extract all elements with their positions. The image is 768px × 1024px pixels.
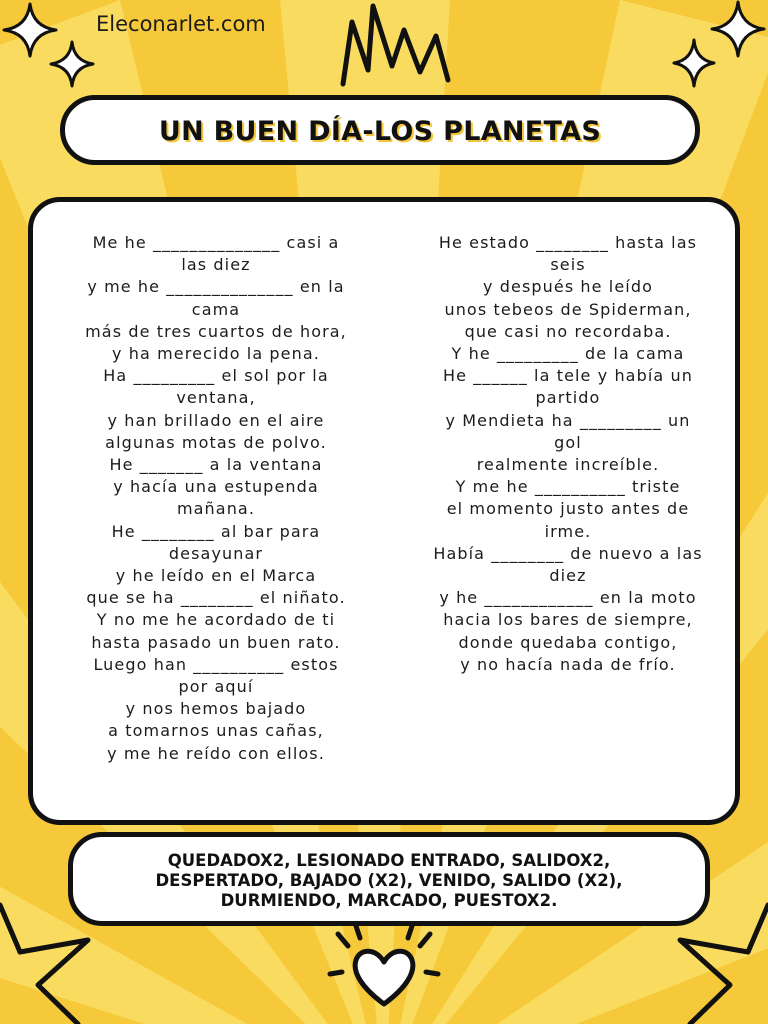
lyric-line: y nos hemos bajado: [125, 699, 307, 719]
lyric-line: cama: [191, 299, 241, 319]
lyrics-right-column: [403, 232, 733, 676]
lyric-line: unos tebeos de Spiderman,: [444, 299, 692, 319]
lyric-line: las diez: [181, 255, 251, 275]
lyric-line: ventana,: [176, 388, 256, 408]
lyric-line: a tomarnos unas cañas,: [108, 721, 324, 741]
lyric-line: algunas motas de polvo.: [105, 432, 327, 452]
lyric-line: que casi no recordaba.: [464, 321, 672, 341]
lyric-line: desayunar: [168, 543, 264, 563]
word-bank-box: [68, 832, 710, 926]
lyric-line: que se ha ________ el niñato.: [86, 588, 346, 608]
lyrics-card: [28, 197, 740, 825]
lyric-line: y Mendieta ha _________ un: [445, 410, 691, 430]
lyrics-left-column: [61, 232, 371, 765]
lyric-line: Me he ______________ casi a: [92, 233, 340, 252]
lyric-line: y me he reído con ellos.: [107, 743, 325, 763]
lyric-line: He ______ la tele y había un: [443, 366, 693, 386]
lyric-line: seis: [550, 255, 586, 275]
page-title: UN BUEN DÍA-LOS PLANETAS: [158, 116, 602, 147]
lyric-line: Y me he __________ triste: [455, 477, 681, 497]
lyric-line: Y no me he acordado de ti: [96, 610, 336, 630]
title-banner: [60, 95, 700, 165]
lyric-line: y hacía una estupenda: [113, 477, 319, 497]
lyric-line: el momento justo antes de: [446, 499, 690, 519]
lyric-line: gol: [554, 432, 582, 452]
lyric-line: irme.: [544, 521, 592, 541]
lyric-line: y no hacía nada de frío.: [460, 654, 676, 674]
lyric-line: Ha _________ el sol por la: [103, 366, 329, 386]
lyric-line: He _______ a la ventana: [109, 455, 323, 475]
word-bank-line: QUEDADOX2, LESIONADO ENTRADO, SALIDOX2,: [167, 851, 611, 870]
lyric-line: hacia los bares de siempre,: [443, 610, 693, 630]
lyric-line: He ________ al bar para: [111, 521, 321, 541]
lyric-line: He estado ________ hasta las: [438, 233, 698, 252]
lyric-line: y han brillado en el aire: [107, 410, 325, 430]
lyric-line: partido: [535, 388, 601, 408]
lyric-line: y después he leído: [482, 277, 653, 297]
lyric-line: y he leído en el Marca: [115, 566, 317, 586]
lyric-line: y me he ______________ en la: [87, 277, 345, 297]
lyric-line: donde quedaba contigo,: [458, 632, 678, 652]
lyric-line: Había ________ de nuevo a las: [433, 543, 703, 563]
word-bank-line: DURMIENDO, MARCADO, PUESTOX2.: [220, 891, 558, 910]
lyric-line: mañana.: [176, 499, 256, 519]
lyric-line: realmente increíble.: [476, 455, 660, 475]
lyric-line: y he ____________ en la moto: [439, 588, 697, 608]
lyric-line: hasta pasado un buen rato.: [91, 632, 341, 652]
lyric-line: Y he _________ de la cama: [451, 344, 685, 364]
word-bank: [83, 851, 695, 911]
lyric-line: diez: [549, 566, 587, 586]
lyric-line: y ha merecido la pena.: [112, 344, 320, 364]
word-bank-line: DESPERTADO, BAJADO (X2), VENIDO, SALIDO (X2),: [155, 871, 623, 890]
site-url: Eleconarlet.com: [96, 12, 266, 36]
lyric-line: por aquí: [178, 677, 254, 697]
lyric-line: Luego han __________ estos: [93, 654, 339, 674]
lyric-line: más de tres cuartos de hora,: [85, 321, 347, 341]
